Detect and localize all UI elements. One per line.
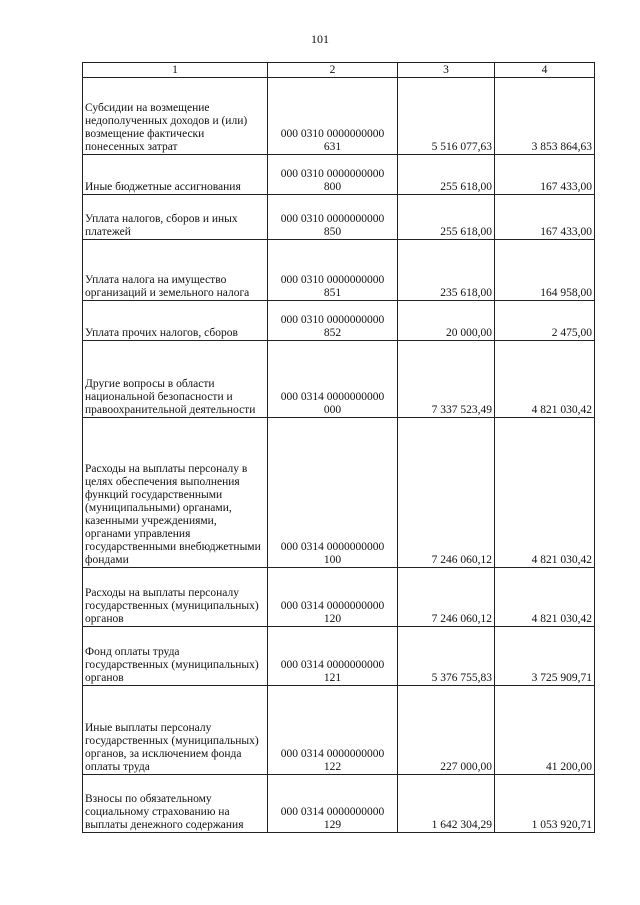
row-value-col4: 1 053 920,71 [495,775,595,833]
row-code [268,301,398,341]
code-main: 000 0314 0000000000 [280,748,385,760]
code-main: 000 0314 0000000000 [280,659,385,671]
code-type: 850 [323,226,342,238]
column-header-4: 4 [495,63,595,78]
row-code [268,155,398,195]
code-type: 129 [323,819,342,831]
row-value-col4: 4 821 030,42 [495,418,595,568]
code-type: 122 [323,761,342,773]
budget-table [82,62,595,833]
table-row [83,775,595,833]
row-code [268,418,398,568]
code-main: 000 0314 0000000000 [280,806,385,818]
row-name: Иные бюджетные ассигнования [83,155,268,195]
row-value-col3: 5 516 077,63 [398,78,495,155]
code-type: 800 [323,181,342,193]
code-type: 120 [323,613,342,625]
row-name: Уплата прочих налогов, сборов [83,301,268,341]
row-value-col3: 255 618,00 [398,155,495,195]
row-name: Расходы на выплаты персоналу в целях обеспечения выполнения функций государственными (муниципальными) органами, казенными учреждениями, органами управления государственными внебюджетными фондами [83,418,268,568]
table-row [83,568,595,627]
row-value-col3: 235 618,00 [398,240,495,301]
code-main: 000 0310 0000000000 [280,274,385,286]
row-name: Уплата налога на имущество организаций и земельного налога [83,240,268,301]
row-value-col4: 164 958,00 [495,240,595,301]
row-value-col4: 4 821 030,42 [495,341,595,418]
page-number: 101 [311,32,329,46]
row-value-col3: 7 246 060,12 [398,418,495,568]
row-name: Иные выплаты персоналу государственных (муниципальных) органов, за исключением фонда оплаты труда [83,686,268,775]
code-main: 000 0310 0000000000 [280,314,385,326]
column-header-2: 2 [268,63,398,78]
table-header-row [83,63,595,78]
row-value-col3: 227 000,00 [398,686,495,775]
code-main: 000 0310 0000000000 [280,168,385,180]
row-code [268,341,398,418]
row-value-col3: 20 000,00 [398,301,495,341]
row-code [268,775,398,833]
row-value-col4: 167 433,00 [495,155,595,195]
column-header-1: 1 [83,63,268,78]
row-name: Другие вопросы в области национальной безопасности и правоохранительной деятельности [83,341,268,418]
row-value-col3: 7 246 060,12 [398,568,495,627]
code-main: 000 0310 0000000000 [280,213,385,225]
code-main: 000 0314 0000000000 [280,541,385,553]
row-code [268,568,398,627]
code-main: 000 0314 0000000000 [280,391,385,403]
row-name: Взносы по обязательному социальному страхованию на выплаты денежного содержания [83,775,268,833]
table-row [83,627,595,686]
table-row [83,418,595,568]
row-value-col3: 255 618,00 [398,195,495,240]
code-type: 000 [323,404,342,416]
row-code [268,627,398,686]
table-row [83,301,595,341]
code-type: 851 [323,287,342,299]
row-value-col4: 41 200,00 [495,686,595,775]
row-name: Расходы на выплаты персоналу государственных (муниципальных) органов [83,568,268,627]
row-value-col4: 3 853 864,63 [495,78,595,155]
table-row [83,341,595,418]
code-type: 631 [323,141,342,153]
code-type: 121 [323,672,342,684]
table-row [83,78,595,155]
row-value-col4: 4 821 030,42 [495,568,595,627]
column-header-3: 3 [398,63,495,78]
row-code [268,686,398,775]
row-name: Фонд оплаты труда государственных (муниципальных) органов [83,627,268,686]
row-value-col3: 7 337 523,49 [398,341,495,418]
row-value-col4: 2 475,00 [495,301,595,341]
table-row [83,195,595,240]
row-code [268,78,398,155]
row-code [268,240,398,301]
row-value-col3: 1 642 304,29 [398,775,495,833]
row-value-col4: 3 725 909,71 [495,627,595,686]
table-row [83,686,595,775]
code-main: 000 0314 0000000000 [280,600,385,612]
code-type: 852 [323,327,342,339]
row-value-col3: 5 376 755,83 [398,627,495,686]
row-name: Уплата налогов, сборов и иных платежей [83,195,268,240]
code-type: 100 [323,554,342,566]
row-code [268,195,398,240]
row-name: Субсидии на возмещение недополученных доходов и (или) возмещение фактически понесенных затрат [83,78,268,155]
code-main: 000 0310 0000000000 [280,128,385,140]
table-row [83,240,595,301]
row-value-col4: 167 433,00 [495,195,595,240]
table-row [83,155,595,195]
